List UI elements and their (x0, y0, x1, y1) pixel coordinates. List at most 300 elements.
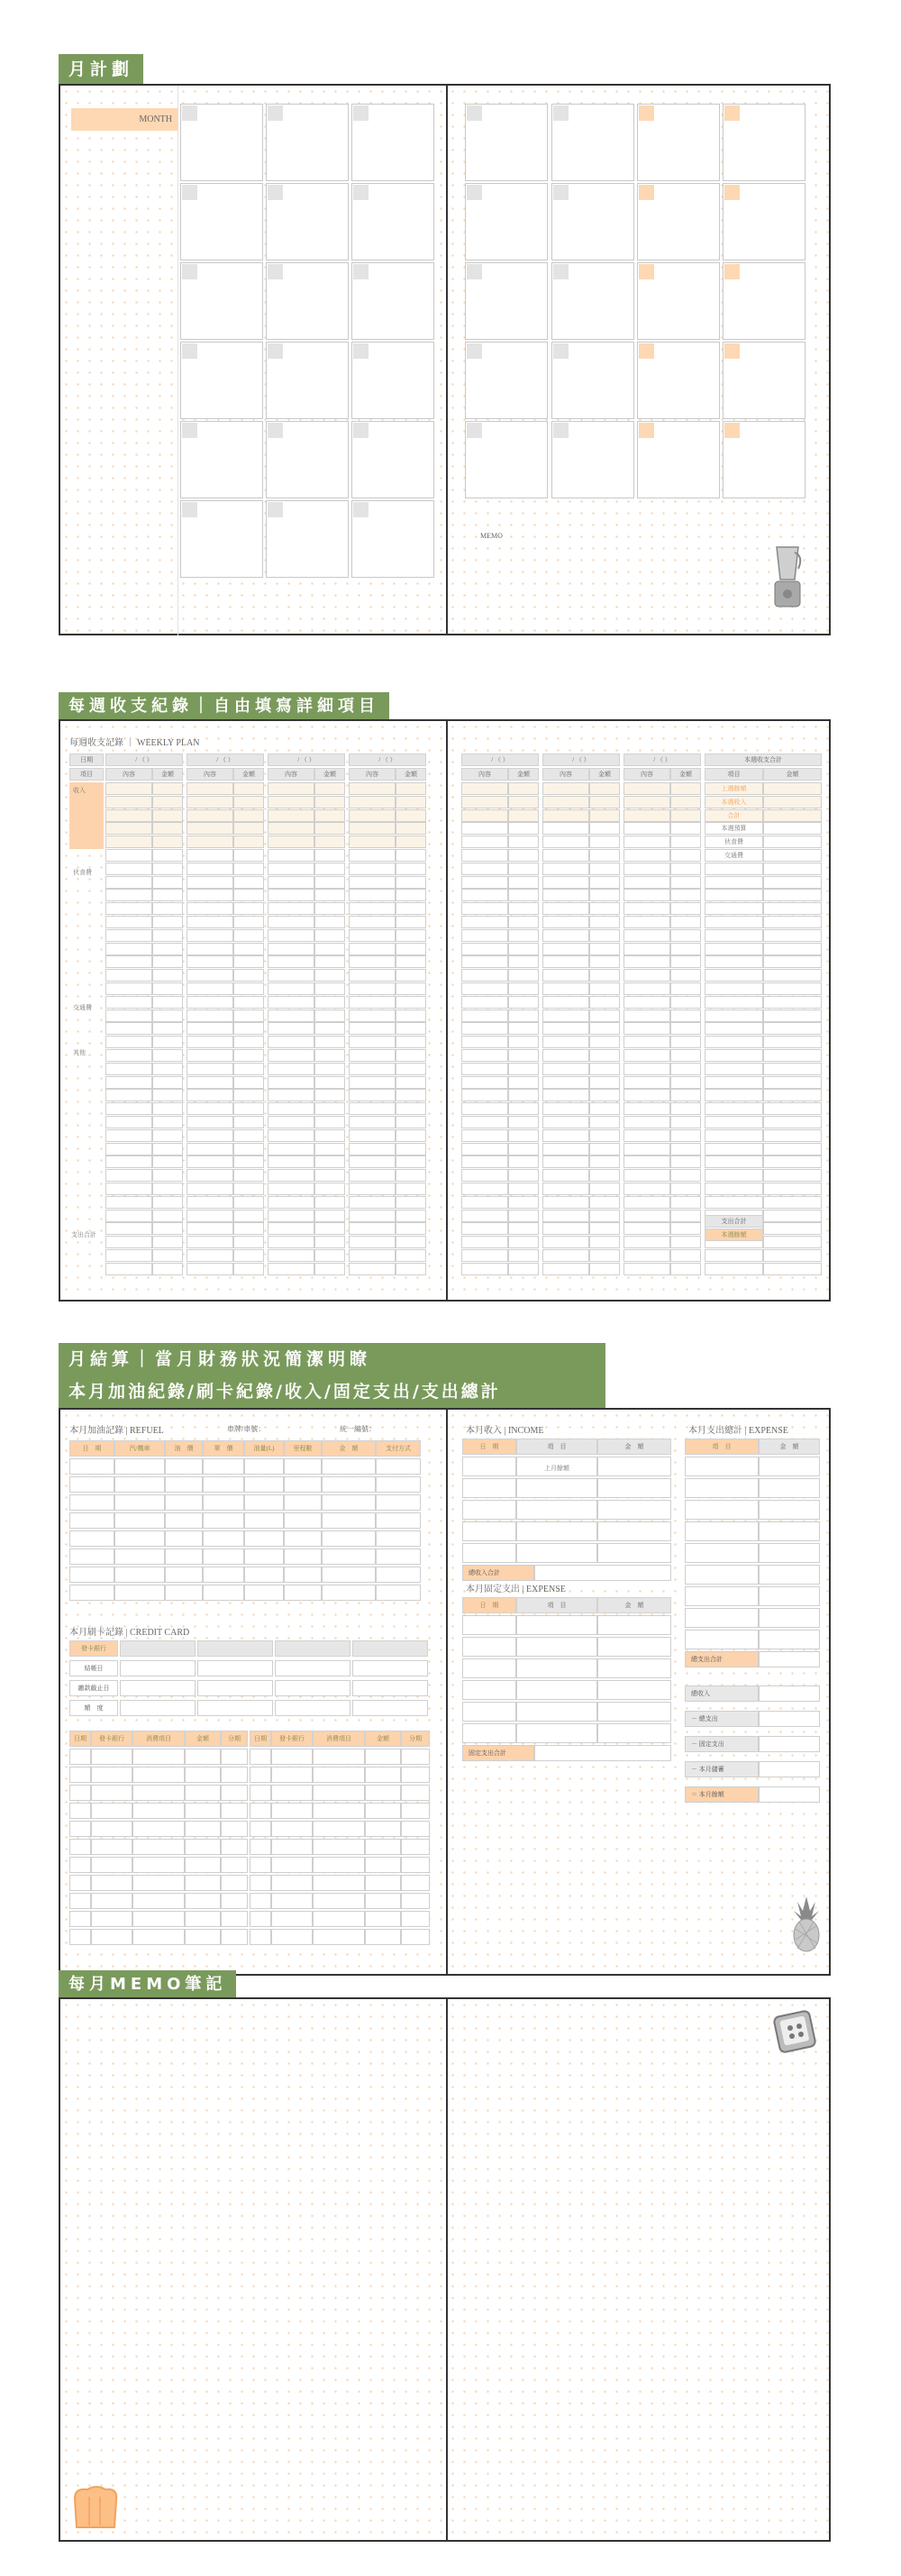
expense-amount-cell (759, 1457, 820, 1476)
amount-cell (152, 1222, 183, 1235)
content-cell (461, 1143, 508, 1156)
content-cell (105, 1196, 152, 1209)
budget-item: 伙食費 (724, 837, 743, 845)
content-cell (268, 929, 314, 942)
refuel-cell (244, 1530, 284, 1547)
refuel-cell (284, 1585, 322, 1601)
cc-bank-cell (197, 1640, 273, 1657)
content-cell (542, 1089, 589, 1101)
content-cell (187, 1236, 233, 1248)
cc-cell (271, 1875, 313, 1891)
transport-category: 交通費 (73, 1004, 92, 1011)
content-cell (461, 1169, 508, 1182)
content-cell (461, 1222, 508, 1235)
cc-cell (401, 1803, 430, 1819)
income-cell (462, 1500, 516, 1520)
content-cell (187, 1263, 233, 1275)
cc-cell (250, 1911, 271, 1927)
amount-cell (589, 1236, 620, 1248)
refuel-cell (114, 1512, 165, 1529)
amount-cell (233, 943, 264, 955)
amount-cell (314, 876, 345, 889)
day-number-box (467, 185, 482, 200)
amount-cell (314, 1049, 345, 1062)
amount-cell (314, 1063, 345, 1075)
amount-cell (314, 1183, 345, 1195)
cc-cell (313, 1767, 365, 1783)
income-summary-item: 上週餘額 (721, 785, 747, 792)
content-cell (187, 969, 233, 982)
content-cell (623, 1169, 670, 1182)
income-cell (462, 1521, 516, 1541)
amount-cell (314, 1156, 345, 1168)
day-number-box (724, 105, 740, 121)
cc-cell (313, 1785, 365, 1801)
summary-amount-cell (763, 1169, 822, 1182)
amount-cell (508, 943, 539, 955)
date-slot: / （ ） (623, 754, 701, 766)
amount-cell (670, 809, 701, 822)
amount-cell (152, 996, 183, 1009)
date-slot: / （ ） (461, 754, 539, 766)
amount-cell (152, 1263, 183, 1275)
date-slot: / （ ） (542, 754, 620, 766)
cc-cell (271, 1893, 313, 1909)
amount-cell (396, 1196, 426, 1209)
amount-cell (670, 1249, 701, 1262)
refuel-col-header: 油量(L) (244, 1440, 284, 1457)
cc-cell (365, 1839, 401, 1855)
refuel-cell (203, 1476, 244, 1493)
summary-amount-cell (763, 1236, 822, 1248)
content-cell (268, 1022, 314, 1035)
refuel-cell (322, 1458, 376, 1475)
amount-cell (314, 982, 345, 995)
content-cell (268, 955, 314, 968)
content-cell (461, 1102, 508, 1115)
amount-cell (396, 916, 426, 928)
refuel-cell (69, 1512, 114, 1529)
amount-cell (233, 1156, 264, 1168)
refuel-cell (244, 1476, 284, 1493)
content-cell (461, 929, 508, 942)
amount-cell (670, 836, 701, 848)
content-cell (542, 809, 589, 822)
amount-cell (396, 876, 426, 889)
cc-col-header: 發卡銀行 (91, 1731, 132, 1747)
cc-cell (271, 1911, 313, 1927)
cc-cell (69, 1911, 91, 1927)
amount-cell (589, 996, 620, 1009)
refuel-cell (203, 1567, 244, 1583)
amount-cell (314, 1249, 345, 1262)
refuel-cell (284, 1512, 322, 1529)
amount-cell (670, 1049, 701, 1062)
content-cell (542, 1063, 589, 1075)
cc-col-header: 消費項目 (313, 1731, 365, 1747)
day-number-box (268, 105, 283, 121)
day-number-box (182, 185, 197, 200)
spine (446, 1999, 448, 2540)
summary-amount-cell (763, 1102, 822, 1115)
amount-cell (508, 1009, 539, 1022)
refuel-cell (322, 1548, 376, 1565)
amount-cell (396, 1036, 426, 1048)
day-number-box (182, 343, 197, 359)
refuel-cell (203, 1548, 244, 1565)
content-cell (461, 1049, 508, 1062)
cc-cell (313, 1803, 365, 1819)
date-slot: / （ ） (105, 754, 183, 766)
summary-amount-cell (763, 1143, 822, 1156)
amount-cell (233, 849, 264, 862)
summary-item-cell (705, 902, 763, 915)
content-cell (623, 1263, 670, 1275)
content-cell (105, 1129, 152, 1142)
amount-cell (670, 902, 701, 915)
content-cell (105, 982, 152, 995)
cc-cell (132, 1785, 185, 1801)
content-header: 內容 (268, 768, 314, 781)
summary-amount-cell (763, 1076, 822, 1089)
summary-amount-cell (763, 943, 822, 955)
content-cell (542, 876, 589, 889)
summary-item-cell (705, 876, 763, 889)
content-cell (349, 916, 396, 928)
content-cell (268, 1249, 314, 1262)
cc-cell (313, 1929, 365, 1945)
amount-cell (396, 1009, 426, 1022)
amount-cell (314, 1009, 345, 1022)
refuel-cell (322, 1567, 376, 1583)
amount-cell (396, 889, 426, 901)
amount-cell (508, 889, 539, 901)
amount-cell (233, 889, 264, 901)
income-cell (597, 1457, 671, 1476)
refuel-cell (322, 1585, 376, 1601)
content-cell (461, 889, 508, 901)
summary-item-cell (705, 955, 763, 968)
content-cell (542, 796, 589, 808)
refuel-cell (114, 1567, 165, 1583)
refuel-cell (284, 1530, 322, 1547)
amount-cell (508, 1089, 539, 1101)
amount-cell (152, 969, 183, 982)
amount-cell (589, 876, 620, 889)
content-cell (187, 1022, 233, 1035)
content-cell (187, 849, 233, 862)
amount-cell (670, 889, 701, 901)
calc-label: ＝ 本月餘額 (685, 1786, 759, 1803)
amount-cell (396, 996, 426, 1009)
day-number-box (182, 502, 197, 517)
content-cell (623, 982, 670, 995)
content-cell (187, 929, 233, 942)
income-cell (516, 1478, 597, 1498)
refuel-cell (69, 1548, 114, 1565)
expense-total-cell (759, 1651, 820, 1667)
budget-item: 交通費 (724, 851, 743, 859)
amount-cell (152, 1196, 183, 1209)
content-cell (349, 1063, 396, 1075)
content-cell (542, 1183, 589, 1195)
day-number-box (553, 105, 569, 121)
content-cell (623, 876, 670, 889)
amount-cell (670, 1076, 701, 1089)
amount-cell (508, 1022, 539, 1035)
amount-cell (233, 1263, 264, 1275)
cc-cell (365, 1767, 401, 1783)
amount-cell (508, 822, 539, 835)
content-cell (187, 902, 233, 915)
amount-cell (508, 836, 539, 848)
fixed-cell (516, 1658, 597, 1678)
section-settlement (0, 1343, 901, 1992)
fixed-cell (597, 1680, 671, 1700)
fixed-cell (516, 1615, 597, 1635)
calc-label: 總收入 (685, 1685, 759, 1702)
amount-cell (589, 782, 620, 795)
expense-item-cell (685, 1500, 759, 1520)
content-cell (461, 943, 508, 955)
amount-cell (233, 782, 264, 795)
content-cell (461, 1063, 508, 1075)
day-number-box (639, 105, 654, 121)
amount-cell (508, 796, 539, 808)
day-number-box (268, 343, 283, 359)
amount-cell (508, 1129, 539, 1142)
amount-cell (589, 1196, 620, 1209)
amount-header: 金額 (314, 768, 345, 781)
content-cell (187, 836, 233, 848)
content-cell (349, 1196, 396, 1209)
amount-cell (670, 1169, 701, 1182)
amount-cell (233, 1022, 264, 1035)
refuel-col-header: 日 期 (69, 1440, 114, 1457)
refuel-cell (284, 1476, 322, 1493)
amount-cell (589, 1156, 620, 1168)
amount-cell (589, 1049, 620, 1062)
cc-cell (271, 1857, 313, 1873)
content-cell (105, 1063, 152, 1075)
content-cell (268, 849, 314, 862)
content-cell (623, 1183, 670, 1195)
amount-cell (314, 889, 345, 901)
content-cell (542, 1076, 589, 1089)
content-cell (349, 863, 396, 875)
income-category: 收入 (69, 782, 104, 849)
content-cell (105, 1022, 152, 1035)
amount-cell (233, 1102, 264, 1115)
amount-cell (670, 1210, 701, 1222)
content-cell (461, 876, 508, 889)
amount-cell (589, 969, 620, 982)
content-cell (268, 1009, 314, 1022)
refuel-title: 本月加油記錄 | REFUEL (69, 1426, 164, 1436)
amount-cell (396, 969, 426, 982)
amount-cell (233, 863, 264, 875)
summary-item-cell (705, 1089, 763, 1101)
content-cell (105, 996, 152, 1009)
content-header: 內容 (105, 768, 152, 781)
fixed-cell (462, 1615, 516, 1635)
summary-item-cell (705, 1183, 763, 1195)
content-cell (349, 876, 396, 889)
cc-col-header: 分期 (221, 1731, 248, 1747)
content-cell (623, 1236, 670, 1248)
content-cell (105, 943, 152, 955)
weekly-title: 每週收支記錄 ｜ WEEKLY PLAN (69, 738, 200, 748)
refuel-col-header: 油 價 (165, 1440, 203, 1457)
amount-cell (314, 916, 345, 928)
refuel-cell (322, 1512, 376, 1529)
amount-cell (670, 943, 701, 955)
settlement-tag-2: 本月加油紀錄/刷卡紀錄/收入/固定支出/支出總計 (59, 1375, 605, 1408)
content-cell (105, 1036, 152, 1048)
content-cell (268, 969, 314, 982)
amount-cell (396, 1116, 426, 1128)
other-category: 其他 (73, 1049, 86, 1056)
content-cell (623, 1063, 670, 1075)
content-cell (187, 996, 233, 1009)
content-cell (461, 916, 508, 928)
content-cell (623, 1102, 670, 1115)
summary-amount-cell (763, 836, 822, 848)
amount-cell (233, 1169, 264, 1182)
amount-cell (396, 955, 426, 968)
content-cell (268, 916, 314, 928)
amount-cell (508, 902, 539, 915)
cc-cell (271, 1749, 313, 1765)
cc-cell (91, 1803, 132, 1819)
summary-amount-cell (763, 1129, 822, 1142)
summary-col-amount: 金額 (763, 768, 822, 781)
day-number-box (467, 343, 482, 359)
calc-cell (759, 1786, 820, 1803)
section-weekly (0, 685, 901, 1316)
amount-cell (314, 902, 345, 915)
cc-cell (91, 1929, 132, 1945)
content-cell (187, 1143, 233, 1156)
amount-cell (670, 1009, 701, 1022)
cc-bank-cell (197, 1700, 273, 1716)
memo-label: MEMO (480, 532, 503, 540)
amount-cell (314, 863, 345, 875)
refuel-cell (322, 1476, 376, 1493)
summary-item-cell (705, 889, 763, 901)
income-cell (462, 1457, 516, 1476)
summary-amount-cell (763, 1210, 822, 1222)
amount-cell (396, 1249, 426, 1262)
content-cell (623, 996, 670, 1009)
cc-cell (221, 1911, 248, 1927)
content-cell (461, 822, 508, 835)
cc-cell (250, 1821, 271, 1837)
refuel-cell (69, 1567, 114, 1583)
amount-cell (589, 1210, 620, 1222)
day-number-box (353, 105, 369, 121)
amount-cell (152, 1129, 183, 1142)
content-cell (105, 822, 152, 835)
amount-cell (152, 1169, 183, 1182)
cc-cell (271, 1767, 313, 1783)
amount-cell (508, 1116, 539, 1128)
cc-row-label: 結帳日 (69, 1660, 118, 1676)
cc-cell (221, 1839, 248, 1855)
content-cell (268, 943, 314, 955)
amount-cell (396, 1156, 426, 1168)
amount-cell (589, 1022, 620, 1035)
amount-cell (396, 849, 426, 862)
amount-cell (589, 902, 620, 915)
cc-bank-cell (352, 1640, 428, 1657)
amount-cell (233, 1143, 264, 1156)
amount-cell (314, 782, 345, 795)
day-number-box (639, 343, 654, 359)
content-cell (461, 836, 508, 848)
day-number-box (182, 264, 197, 279)
amount-cell (233, 1036, 264, 1048)
cc-cell (401, 1767, 430, 1783)
summary-item-cell (705, 1049, 763, 1062)
amount-cell (589, 889, 620, 901)
amount-cell (314, 1116, 345, 1128)
calc-cell (759, 1761, 820, 1777)
amount-cell (152, 1036, 183, 1048)
day-number-box (353, 423, 369, 438)
content-cell (268, 996, 314, 1009)
content-cell (461, 1089, 508, 1101)
day-number-box (724, 185, 740, 200)
content-cell (461, 796, 508, 808)
content-cell (349, 929, 396, 942)
summary-amount-cell (763, 863, 822, 875)
content-cell (623, 1129, 670, 1142)
amount-cell (670, 822, 701, 835)
expense-amount-cell (759, 1543, 820, 1563)
content-cell (623, 1036, 670, 1048)
refuel-cell (244, 1585, 284, 1601)
content-cell (461, 1116, 508, 1128)
cc-cell (365, 1749, 401, 1765)
amount-cell (152, 1089, 183, 1101)
refuel-cell (244, 1567, 284, 1583)
expense-total-title: 本月支出總計 | EXPENSE (688, 1426, 788, 1436)
cc-cell (69, 1803, 91, 1819)
summary-item-cell (705, 1009, 763, 1022)
amount-cell (314, 969, 345, 982)
summary-amount-cell (763, 1063, 822, 1075)
cc-cell (221, 1785, 248, 1801)
content-cell (268, 889, 314, 901)
cc-cell (69, 1749, 91, 1765)
refuel-cell (114, 1530, 165, 1547)
content-cell (187, 1210, 233, 1222)
summary-item-cell (705, 929, 763, 942)
amount-cell (670, 1022, 701, 1035)
refuel-cell (165, 1567, 203, 1583)
content-cell (542, 943, 589, 955)
summary-amount-cell (763, 1183, 822, 1195)
content-cell (461, 1156, 508, 1168)
day-number-box (268, 423, 283, 438)
summary-amount-cell (763, 916, 822, 928)
amount-cell (396, 1263, 426, 1275)
fixed-cell (516, 1723, 597, 1743)
income-cell (516, 1500, 597, 1520)
content-cell (187, 1089, 233, 1101)
cc-cell (401, 1821, 430, 1837)
